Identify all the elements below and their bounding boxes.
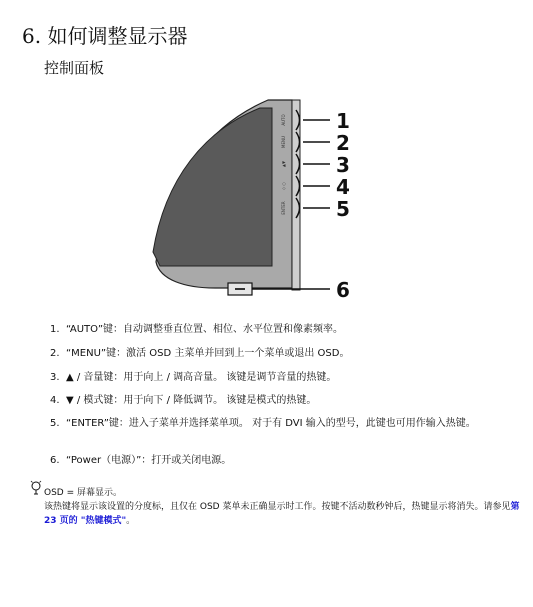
tip-body-text: 该热键将显示该设置的分度标，且仅在 OSD 菜单未正确显示时工作。按键不活动数秒钟后，热键显示将消失。请参见: [44, 502, 511, 512]
button-4-leader: [296, 176, 330, 196]
list-item-number: 2.: [50, 348, 60, 359]
callout-1: 1: [336, 109, 350, 133]
section-subtitle: 控制面板: [44, 59, 105, 77]
list-item-number: 6.: [50, 455, 60, 466]
list-item-text: “AUTO”键：自动调整垂直位置、相位、水平位置和像素频率。: [66, 324, 344, 335]
enter-button-label: ENTER: [281, 201, 286, 215]
list-item-number: 1.: [50, 324, 60, 335]
list-item-number: 5.: [50, 418, 60, 429]
callout-5: 5: [336, 197, 350, 221]
tip-body: [44, 500, 520, 528]
lightbulb-icon: [30, 480, 42, 496]
list-item-text: “ENTER”键：进入子菜单并选择菜单项。 对于有 DVI 输入的型号，此键也可用作输入热键。: [66, 418, 476, 429]
callout-4: 4: [336, 175, 350, 199]
list-item-text: “Power（电源）”：打开或关闭电源。: [66, 455, 232, 466]
callout-2: 2: [336, 131, 350, 155]
up-down-button-label: ▲▼: [281, 160, 286, 168]
tip-heading: OSD = 屏幕显示。: [44, 488, 122, 498]
button-1-leader: [296, 110, 330, 130]
button-5-leader: [296, 198, 330, 218]
tip-body-end: 。: [126, 516, 136, 526]
button-3-leader: [296, 154, 330, 174]
list-item-number: 3.: [50, 372, 60, 383]
mode-button-label: ◇ ○: [281, 182, 286, 190]
list-item-text: ▲ / 音量键：用于向上 / 调高音量。 该键是调节音量的热键。: [66, 372, 337, 383]
list-item-number: 4.: [50, 395, 60, 406]
power-led: [235, 288, 245, 290]
page-title: 6. 如何调整显示器: [22, 24, 188, 48]
button-2-leader: [296, 132, 330, 152]
menu-button-label: MENU: [281, 136, 286, 148]
list-item-text: “MENU”键：激活 OSD 主菜单并回到上一个菜单或退出 OSD。: [66, 348, 350, 359]
callout-6: 6: [336, 278, 350, 302]
list-item-text: ▼ / 模式键：用于向下 / 降低调节。 该键是模式的热键。: [66, 395, 317, 406]
hotkey-mode-link[interactable]: 第 23 页的 "热键模式": [44, 502, 520, 526]
callout-3: 3: [336, 153, 350, 177]
auto-button-label: AUTO: [281, 114, 286, 126]
monitor-screen: [153, 108, 272, 266]
